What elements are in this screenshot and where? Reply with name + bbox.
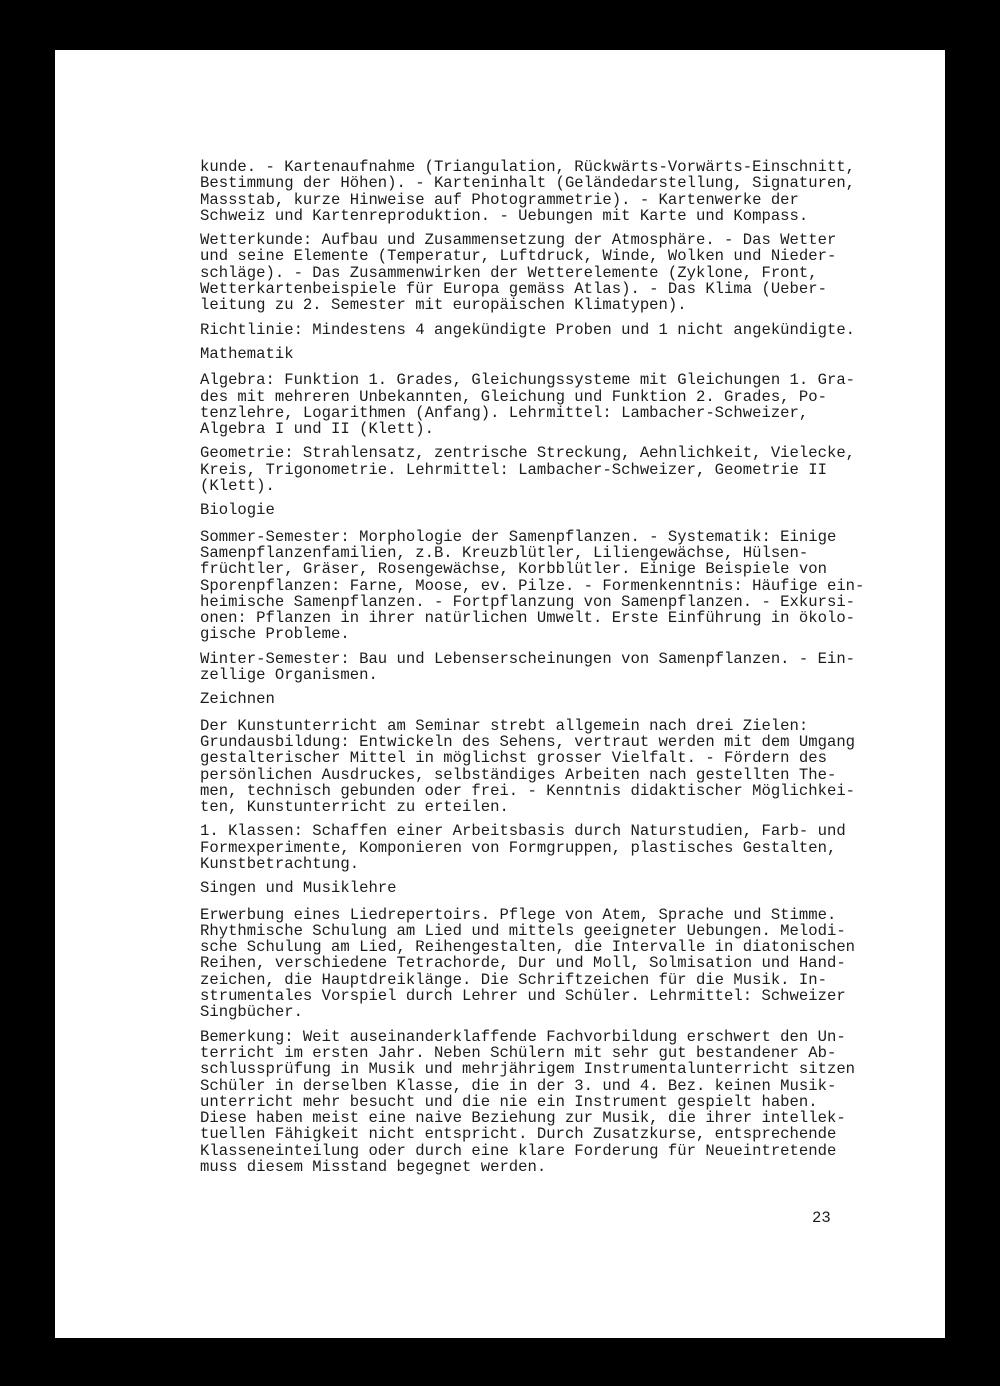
paragraph-kunstunterricht: Der Kunstunterricht am Seminar strebt allgemein nach drei Zielen: Grundausbildung: Entwickeln des Sehens, vertraut werden mit dem Umgang gestalterischer Mittel in möglichst grosser Vielfalt. - Fördern des persönlichen Ausdruckes, selbständiges Arbeiten nach gestellten The- men, technisch gebunden oder frei. - Kenntnis didaktischer Möglichkei- ten, Kunstunterricht zu erteilen. (200, 716, 856, 817)
paragraph-sommer-semester: Sommer-Semester: Morphologie der Samenpflanzen. - Systematik: Einige Samenpflanzenfamilien, z.B. Kreuzblütler, Liliengewächse, Hülsen- früchtler, Gräser, Rosengewächse, Korbblütler. Einige Beispiele von Sporenpflanzen: Farne, Moose, ev. Pilze. - Formenkenntnis: Häufige ein- heimische Samenpflanzen. - Fortpflanzung von Samenpflanzen. - Exkursi- onen: Pflanzen in ihrer natürlichen Umwelt. Erste Einführung in ökolo- gische Probleme. (200, 527, 865, 644)
paragraph-klassen: 1. Klassen: Schaffen einer Arbeitsbasis durch Naturstudien, Farb- und Formexperimente, Komponieren von Formgruppen, plastisches Gestalten, Kunstbetrachtung. (200, 822, 846, 873)
heading-mathematik: Mathematik (200, 344, 294, 363)
paragraph-bemerkung: Bemerkung: Weit auseinanderklaffende Fachvorbildung erschwert den Un- terricht im ersten Jahr. Neben Schülern mit sehr gut bestandener Ab- schlussprüfung in Musik und mehrjährigem Instrumentalunterricht sitzen Schüler in derselben Klasse, die in der 3. und 4. Bez. keinen Musik- unterricht mehr besucht und die nie ein Instrument gespielt haben. Diese haben meist eine naive Beziehung zur Musik, die ihrer intellek- tuellen Fähigkeit nicht entspricht. Durch Zusatzkurse, entsprechende Klasseneinteilung oder durch eine klare Forderung für Neueintretende muss diesem Misstand begegnet werden. (200, 1027, 856, 1177)
paragraph-richtlinie: Richtlinie: Mindestens 4 angekündigte Proben und 1 nicht angekündigte. (200, 320, 856, 339)
paragraph-kartenkunde: kunde. - Kartenaufnahme (Triangulation, Rückwärts-Vorwärts-Einschnitt, Bestimmung der Höhen). - Karteninhalt (Geländedarstellung, Signaturen, Massstab, kurze Hinweise auf Photogrammetrie). - Kartenwerke der Schweiz und Kartenreproduktion. - Uebungen mit Karte und Kompass. (200, 158, 856, 225)
page-content (200, 159, 905, 1183)
page-number: 23 (812, 1209, 831, 1227)
paragraph-algebra: Algebra: Funktion 1. Grades, Gleichungssysteme mit Gleichungen 1. Gra- des mit mehreren Unbekannten, Gleichung und Funktion 2. Grades, Po- tenzlehre, Logarithmen (Anfang). Lehrmittel: Lambacher-Schweizer, Algebra I und II (Klett). (200, 371, 856, 439)
paragraph-geometrie: Geometrie: Strahlensatz, zentrische Streckung, Aehnlichkeit, Vielecke, Kreis, Trigonometrie. Lehrmittel: Lambacher-Schweizer, Geometrie II (Klett). (200, 444, 856, 496)
paragraph-liedrepertoir: Erwerbung eines Liedrepertoirs. Pflege von Atem, Sprache und Stimme. Rhythmische Schulung am Lied und mittels geeigneter Uebungen. Melodi- sche Schulung am Lied, Reihengestalten, die Intervalle in diatonischen Reihen, verschiedene Tetrachorde, Dur und Moll, Solmisation und Hand- zeichen, die Hauptdreiklänge. Die Schriftzeichen für die Musik. In- strumentales Vorspiel durch Lehrer und Schüler. Lehrmittel: Schweizer Singbücher. (200, 905, 856, 1022)
paragraph-wetterkunde: Wetterkunde: Aufbau und Zusammensetzung der Atmosphäre. - Das Wetter und seine Elemente (Temperatur, Luftdruck, Winde, Wolken und Nieder- schläge). - Das Zusammenwirken der Wetterelemente (Zyklone, Front, Wetterkartenbeispiele für Europa gemäss Atlas). - Das Klima (Ueber- leitung zu 2. Semester mit europäischen Klimatypen). (200, 231, 837, 315)
document-page (55, 50, 945, 1338)
heading-zeichnen: Zeichnen (200, 690, 275, 709)
heading-singen-musiklehre: Singen und Musiklehre (200, 879, 397, 898)
paragraph-winter-semester: Winter-Semester: Bau und Lebenserscheinungen von Samenpflanzen. - Ein- zellige Organismen. (200, 649, 856, 685)
heading-biologie: Biologie (200, 501, 275, 520)
